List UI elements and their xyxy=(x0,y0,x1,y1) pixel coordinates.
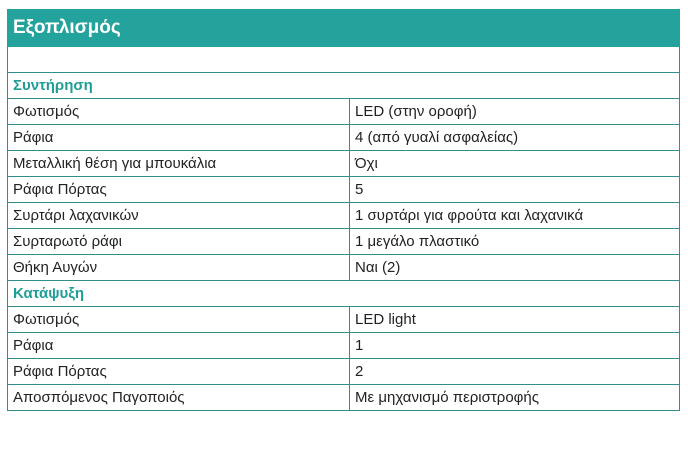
section-row-freezer xyxy=(8,281,680,307)
row-label: Ράφια Πόρτας xyxy=(8,359,350,385)
section-row-maintenance xyxy=(8,73,680,99)
table-row xyxy=(8,99,680,125)
title-row xyxy=(8,10,680,47)
row-value: 1 συρτάρι για φρούτα και λαχανικά xyxy=(350,203,680,229)
spacer-row xyxy=(8,47,680,73)
row-value: 1 xyxy=(350,333,680,359)
table-row xyxy=(8,359,680,385)
row-value: 1 μεγάλο πλαστικό xyxy=(350,229,680,255)
row-value: 2 xyxy=(350,359,680,385)
empty-row xyxy=(8,47,680,73)
row-label: Συρτάρι λαχανικών xyxy=(8,203,350,229)
table-row xyxy=(8,125,680,151)
equipment-spec-table xyxy=(7,9,680,411)
row-label: Συρταρωτό ράφι xyxy=(8,229,350,255)
table-row xyxy=(8,203,680,229)
table-row xyxy=(8,151,680,177)
row-value: 4 (από γυαλί ασφαλείας) xyxy=(350,125,680,151)
table-row xyxy=(8,177,680,203)
row-label: Αποσπόμενος Παγοποιός xyxy=(8,385,350,411)
row-label: Φωτισμός xyxy=(8,99,350,125)
row-label: Μεταλλική θέση για μπουκάλια xyxy=(8,151,350,177)
row-value: Ναι (2) xyxy=(350,255,680,281)
row-value: 5 xyxy=(350,177,680,203)
row-label: Ράφια xyxy=(8,333,350,359)
row-value: LED (στην οροφή) xyxy=(350,99,680,125)
row-label: Ράφια Πόρτας xyxy=(8,177,350,203)
table-row xyxy=(8,333,680,359)
row-value: Όχι xyxy=(350,151,680,177)
row-value: LED light xyxy=(350,307,680,333)
table-row xyxy=(8,385,680,411)
table-row xyxy=(8,229,680,255)
row-label: Θήκη Αυγών xyxy=(8,255,350,281)
section-heading-freezer: Κατάψυξη xyxy=(8,281,680,307)
row-label: Φωτισμός xyxy=(8,307,350,333)
table-row xyxy=(8,307,680,333)
section-heading-maintenance: Συντήρηση xyxy=(8,73,680,99)
table-row xyxy=(8,255,680,281)
table-title: Εξοπλισμός xyxy=(8,10,680,47)
row-label: Ράφια xyxy=(8,125,350,151)
row-value: Με μηχανισμό περιστροφής xyxy=(350,385,680,411)
